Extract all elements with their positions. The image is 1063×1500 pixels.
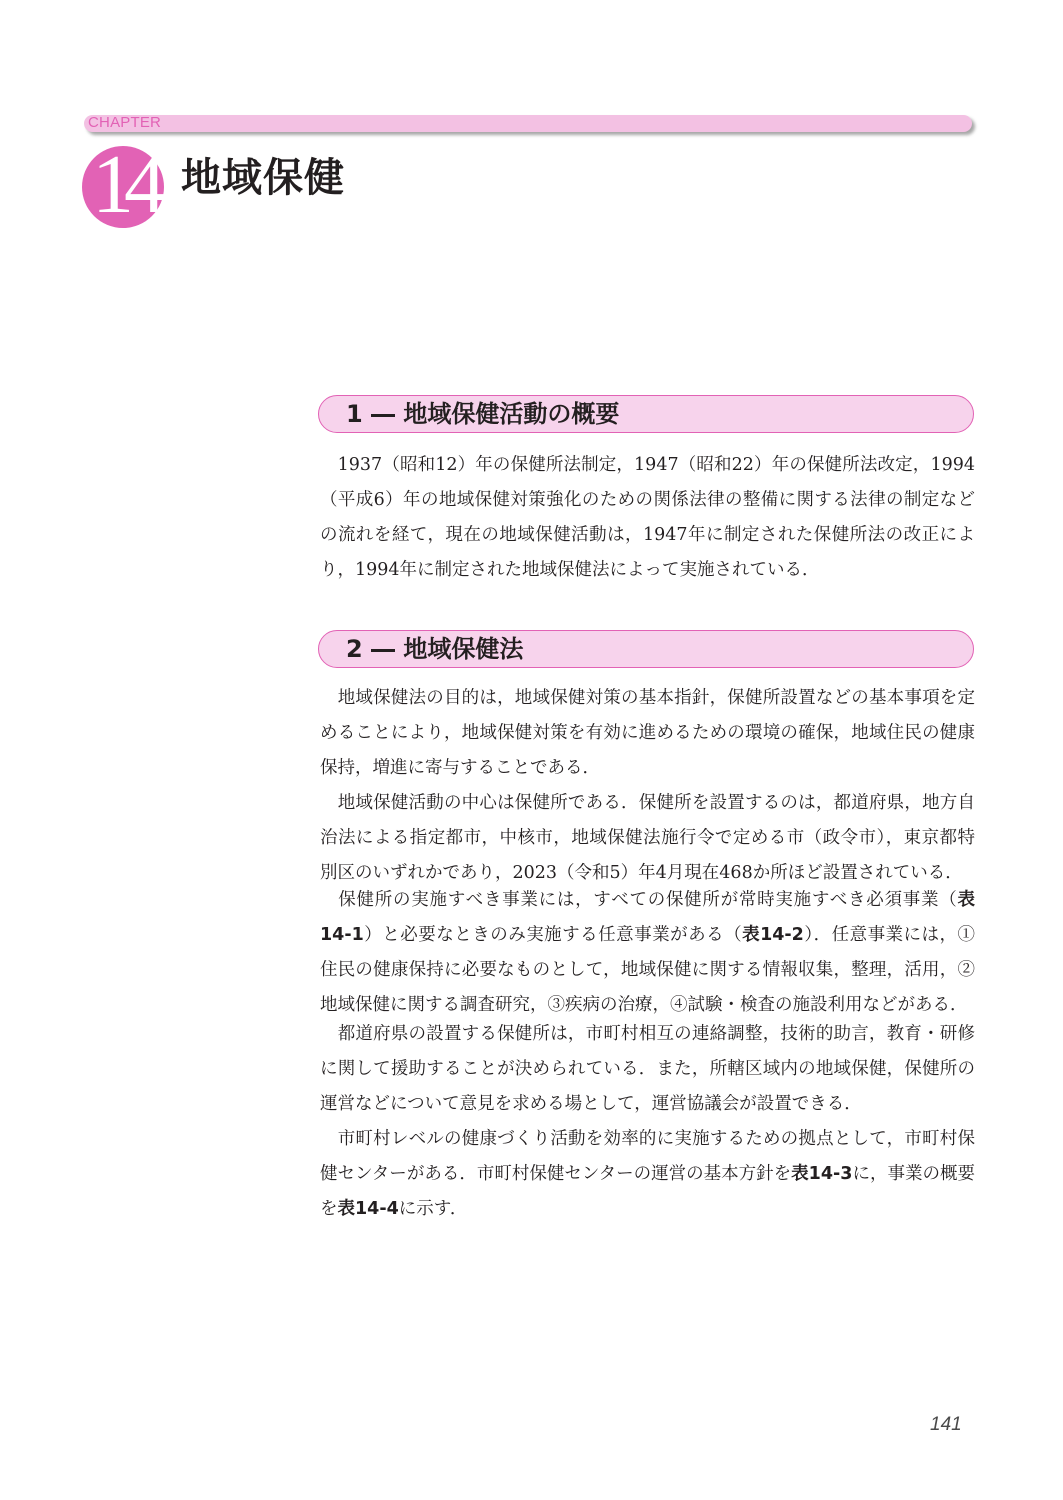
section-heading-2-text: 2 ― 地域保健法 — [346, 635, 524, 663]
paragraph-text: 市町村レベルの健康づくり活動を効率的に実施するための拠点として，市町村保健センターがある．市町村保健センターの運営の基本方針を — [320, 1129, 975, 1184]
paragraph-text: ）．任意事業には，①住民の健康保持に必要なものとして，地域保健に関する情報収集，整理，活用，②地域保健に関する調査研究，③疾病の治療，④試験・検査の施設利用などがある． — [320, 925, 976, 1015]
paragraph-text: 保健所の実施すべき事業には，すべての保健所が常時実施すべき必須事業（ — [320, 890, 958, 910]
page-number: 141 — [930, 1414, 962, 1435]
section-2-paragraph-2: 地域保健活動の中心は保健所である．保健所を設置するのは，都道府県，地方自治法による指定都市，中核市，地域保健法施行令で定める市（政令市），東京都特別区のいずれかであり，2023（令和5）年4月現在468か所ほど設置されている． — [320, 793, 975, 883]
table-reference-14-4: 表14-4 — [337, 1199, 399, 1219]
section-heading-1-text: 1 ― 地域保健活動の概要 — [346, 400, 620, 428]
table-reference-14-2: 表14-2 — [742, 925, 804, 945]
chapter-title: 地域保健 — [181, 155, 345, 201]
paragraph-text: に，事業の概要を — [320, 1164, 975, 1219]
section-2-paragraph-4: 都道府県の設置する保健所は，市町村相互の連絡調整，技術的助言，教育・研修に関して援助することが決められている．また，所轄区域内の地域保健，保健所の運営などについて意見を求める場として，運営協議会が設置できる． — [320, 1024, 975, 1114]
section-2-paragraph-5 — [320, 1122, 975, 1227]
section-2-paragraph-3 — [320, 883, 975, 1023]
chapter-number: 14 — [92, 138, 156, 231]
section-heading-2 — [318, 630, 974, 668]
chapter-banner — [84, 115, 972, 132]
table-reference-14-3: 表14-3 — [791, 1164, 853, 1184]
paragraph-text: に示す． — [398, 1199, 468, 1219]
table-reference-14-1: 表14-1 — [320, 890, 975, 945]
section-2-paragraph-1: 地域保健法の目的は，地域保健対策の基本指針，保健所設置などの基本事項を定めることにより，地域保健対策を有効に進めるための環境の確保，地域住民の健康保持，増進に寄与することである． — [320, 688, 975, 778]
paragraph-text: ）と必要なときのみ実施する任意事業がある（ — [363, 925, 743, 945]
section-1-paragraph-1: 1937（昭和12）年の保健所法制定，1947（昭和22）年の保健所法改定，1994（平成6）年の地域保健対策強化のための関係法律の整備に関する法律の制定などの流れを経て，現在の地域保健活動は，1947年に制定された保健所法の改正により，1994年に制定された地域保健法によって実施されている． — [320, 455, 975, 580]
section-heading-1 — [318, 395, 974, 433]
chapter-label: CHAPTER — [88, 114, 162, 131]
